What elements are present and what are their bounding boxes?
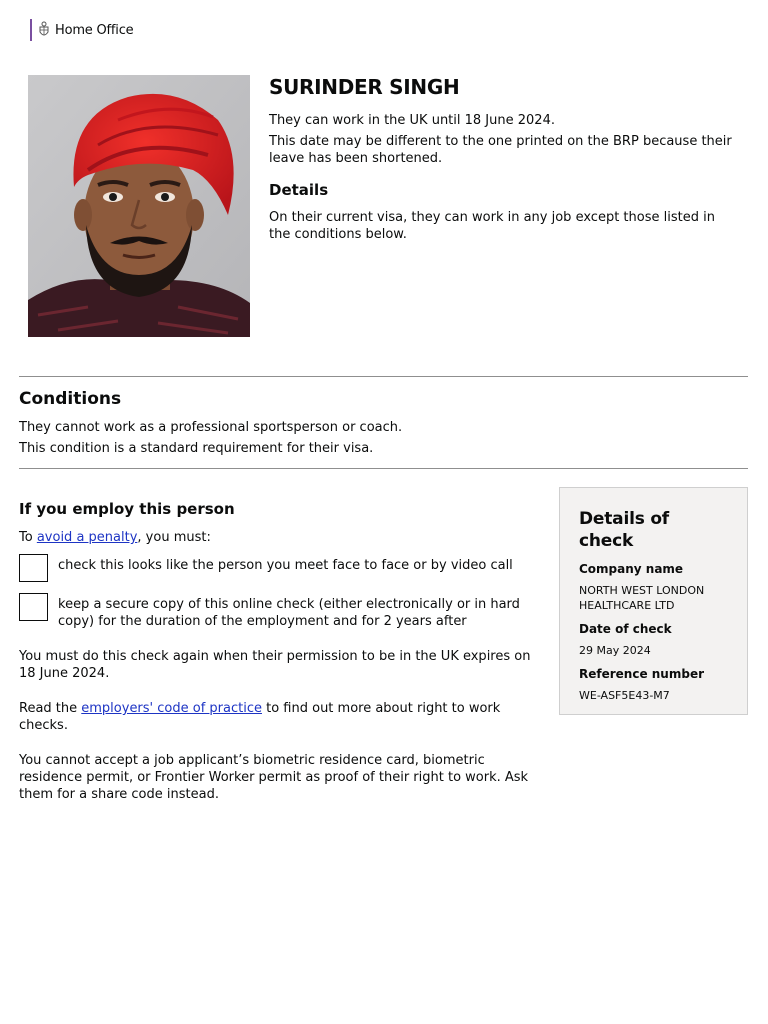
avoid-penalty-link[interactable]: avoid a penalty bbox=[36, 530, 138, 545]
portrait-image bbox=[28, 75, 250, 337]
details-of-check-panel bbox=[559, 487, 748, 715]
intro-suffix: , you must: bbox=[137, 530, 211, 545]
condition-item: This condition is a standard requirement for their visa. bbox=[19, 441, 374, 456]
logo-text: Home Office bbox=[55, 22, 134, 38]
checklist-text: keep a secure copy of this online check (either electronically or in hard copy) for the duration of the employment and for 2 years after bbox=[58, 597, 520, 629]
employer-heading: If you employ this person bbox=[19, 500, 235, 518]
reference-number-value: WE-ASF5E43-M7 bbox=[579, 689, 670, 702]
employer-section bbox=[19, 499, 544, 803]
face-check-checkbox[interactable] bbox=[19, 554, 48, 582]
keep-copy-checkbox[interactable] bbox=[19, 593, 48, 621]
date-note-text: This date may be different to the one printed on the BRP because their leave has been shortened. bbox=[269, 134, 732, 166]
royal-crest-icon bbox=[38, 21, 50, 39]
logo-bar bbox=[30, 19, 32, 41]
home-office-logo[interactable] bbox=[30, 19, 133, 41]
employer-intro bbox=[19, 529, 544, 546]
checklist-text: check this looks like the person you meet face to face or by video call bbox=[58, 558, 513, 573]
divider-bottom bbox=[19, 468, 748, 469]
details-of-check-heading: Details of check bbox=[579, 509, 670, 551]
read-prefix: Read the bbox=[19, 701, 82, 716]
company-name-label: Company name bbox=[579, 562, 684, 576]
intro-prefix: To bbox=[19, 530, 37, 545]
details-text: On their current visa, they can work in any job except those listed in the conditions below. bbox=[269, 210, 715, 242]
details-heading: Details bbox=[269, 181, 329, 199]
code-of-practice-text bbox=[19, 700, 544, 734]
conditions-section bbox=[19, 388, 748, 461]
person-summary bbox=[269, 74, 739, 243]
person-photo bbox=[28, 75, 250, 337]
recheck-text: You must do this check again when their permission to be in the UK expires on 18 June 2024. bbox=[19, 649, 531, 681]
person-name: SURINDER SINGH bbox=[269, 75, 460, 99]
reference-number-label: Reference number bbox=[579, 667, 705, 681]
read-suffix: to find out more about right to work checks. bbox=[19, 701, 501, 733]
conditions-heading: Conditions bbox=[19, 389, 122, 409]
date-of-check-value: 29 May 2024 bbox=[579, 644, 651, 657]
company-name-value: NORTH WEST LONDON HEALTHCARE LTD bbox=[579, 584, 705, 612]
divider-top bbox=[19, 376, 748, 377]
checklist-item-keep-copy bbox=[19, 593, 544, 630]
work-until-text: They can work in the UK until 18 June 2024. bbox=[269, 113, 555, 128]
date-of-check-label: Date of check bbox=[579, 622, 672, 636]
condition-item: They cannot work as a professional sportsperson or coach. bbox=[19, 420, 403, 435]
checklist-item-face-check bbox=[19, 554, 544, 582]
warning-text: You cannot accept a job applicant’s biometric residence card, biometric residence permit, or Frontier Worker permit as proof of their right to work. Ask them for a share code instead. bbox=[19, 753, 529, 802]
code-of-practice-link[interactable]: employers' code of practice bbox=[81, 701, 262, 716]
